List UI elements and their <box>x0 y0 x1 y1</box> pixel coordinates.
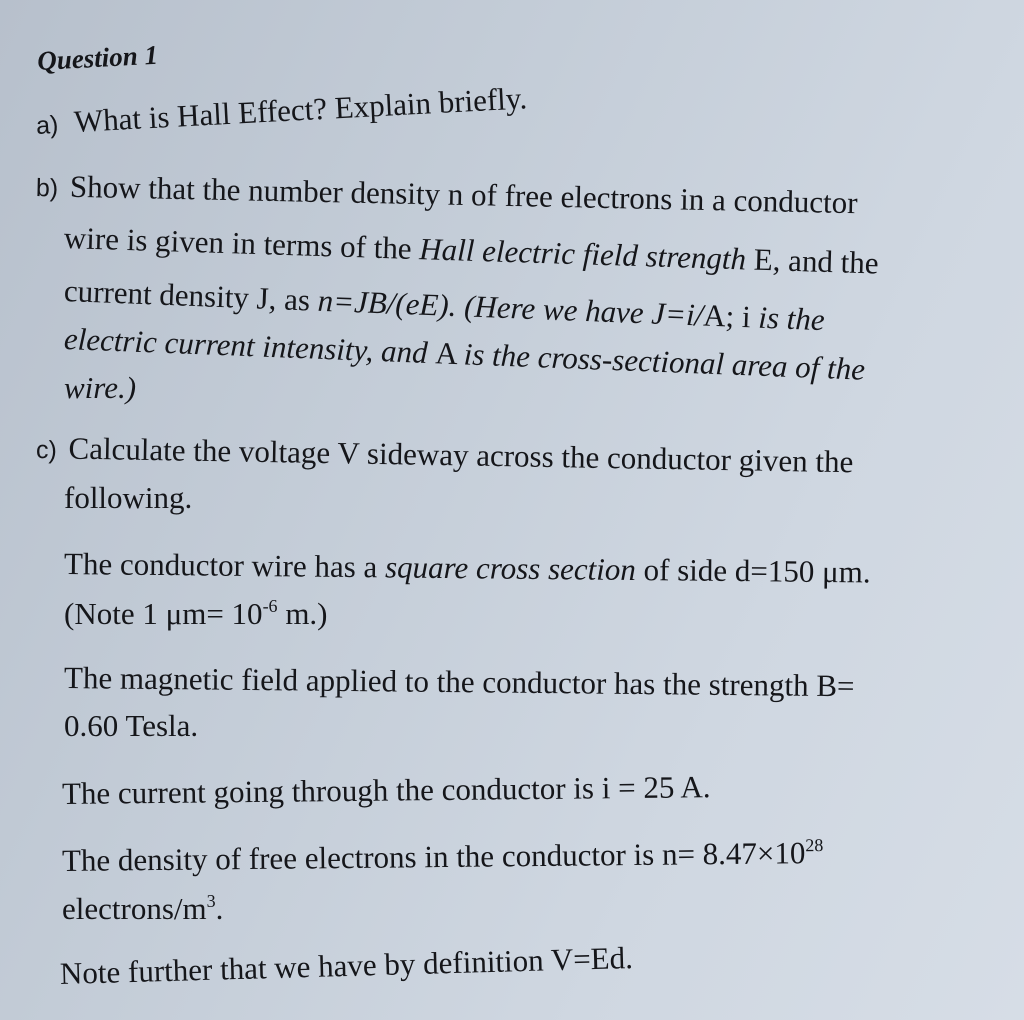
part-b-line-2 <box>64 222 880 279</box>
part-c-text-1: Calculate the voltage V sideway across the conductor given the <box>68 430 854 480</box>
given-cross-section-c: of side d=150 μm. <box>635 551 871 590</box>
part-c-line-1 <box>35 430 854 480</box>
part-c-line-2: following. <box>64 480 193 515</box>
part-b-text-3a: current density J, as <box>63 273 319 318</box>
part-a-text: What is Hall Effect? Explain briefly. <box>73 80 528 139</box>
given-density-unit <box>62 893 223 924</box>
unit-note-exponent: -6 <box>262 596 278 616</box>
part-b-text-1: Show that the number density n of free electrons in a conductor <box>69 168 858 221</box>
density-unit-a: electrons/m <box>62 891 207 926</box>
given-cross-section-b: square cross section <box>384 549 637 587</box>
part-c-marker: c) <box>35 436 58 465</box>
part-b-text-2b: Hall electric field strength <box>418 231 747 277</box>
given-cross-section-a: The conductor wire has a <box>63 546 386 585</box>
given-magnetic-field-1: The magnetic field applied to the conductor has the strength B= <box>63 660 855 704</box>
unit-note-a: (Note 1 μm= 10 <box>64 596 263 631</box>
part-b-marker: b) <box>35 174 59 203</box>
given-density <box>62 837 824 876</box>
density-exponent: 28 <box>805 835 824 856</box>
given-unit-note <box>64 598 328 629</box>
question-title: Question 1 <box>36 39 159 76</box>
part-b-line-1 <box>35 168 858 221</box>
density-unit-b: . <box>215 891 224 926</box>
part-b-text-4b: A <box>434 335 465 372</box>
part-b-line-5: wire.) <box>64 370 137 405</box>
given-density-a: The density of free electrons in the conductor is n= 8.47×10 <box>61 835 806 878</box>
definition-note: Note further that we have by definition V=Ed. <box>59 940 634 991</box>
part-b-text-2a: wire is given in terms of the <box>63 220 420 267</box>
part-b-text-2c: E, and the <box>745 241 880 281</box>
part-b-text-4a: electric current intensity, and <box>63 321 437 371</box>
unit-note-b: m.) <box>277 596 328 631</box>
given-cross-section <box>63 546 871 590</box>
given-current: The current going through the conductor is i = 25 A. <box>61 769 711 811</box>
part-b-text-4c: is the cross-sectional area of the <box>463 336 866 387</box>
part-b-text-3b: n=JB/(eE). (Here we have J=i/ <box>317 282 704 333</box>
part-b-text-3d: is the <box>757 299 826 338</box>
part-a-marker: a) <box>35 110 60 140</box>
given-magnetic-field-2: 0.60 Tesla. <box>64 708 199 743</box>
part-b-text-3c: A; i <box>702 297 760 335</box>
part-a <box>35 82 528 139</box>
density-unit-exponent: 3 <box>206 891 216 911</box>
